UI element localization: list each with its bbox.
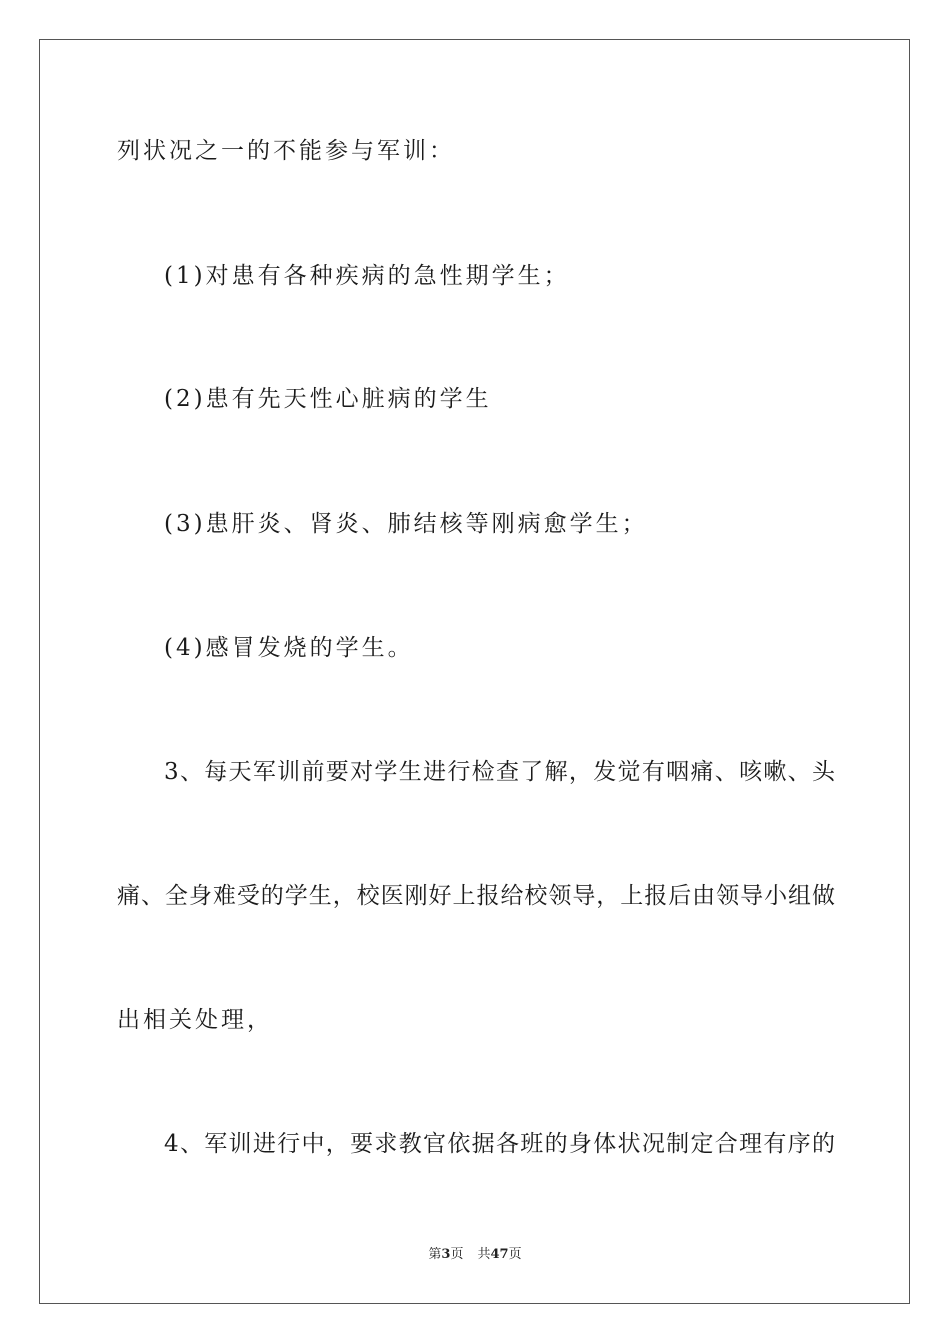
list-item-1: (1)对患有各种疾病的急性期学生； <box>164 263 570 289</box>
paragraph-3-line-2: 痛、全身难受的学生，校医刚好上报给校领导，上报后由领导小组做 <box>117 883 835 909</box>
page-number: 3 <box>441 1247 451 1262</box>
total-pages: 47 <box>490 1247 509 1262</box>
paragraph-4-line-1: 4、军训进行中，要求教官依据各班的身体状况制定合理有序的 <box>164 1131 835 1157</box>
list-item-3: (3)患肝炎、肾炎、肺结核等刚病愈学生； <box>164 511 648 537</box>
page-border <box>39 39 910 1304</box>
total-prefix: 共 <box>477 1247 491 1262</box>
list-item-4: (4)感冒发烧的学生。 <box>164 635 414 661</box>
paragraph-3-line-1: 3、每天军训前要对学生进行检查了解，发觉有咽痛、咳嗽、头 <box>164 759 835 785</box>
list-item-2: (2)患有先天性心脏病的学生 <box>164 386 492 412</box>
paragraph-3-line-3: 出相关处理， <box>117 1007 273 1033</box>
total-suffix: 页 <box>508 1247 522 1262</box>
page-footer <box>0 1247 950 1263</box>
text-line-continuation: 列状况之一的不能参与军训： <box>117 138 455 164</box>
page-suffix: 页 <box>450 1247 464 1262</box>
page-prefix: 第 <box>428 1247 442 1262</box>
